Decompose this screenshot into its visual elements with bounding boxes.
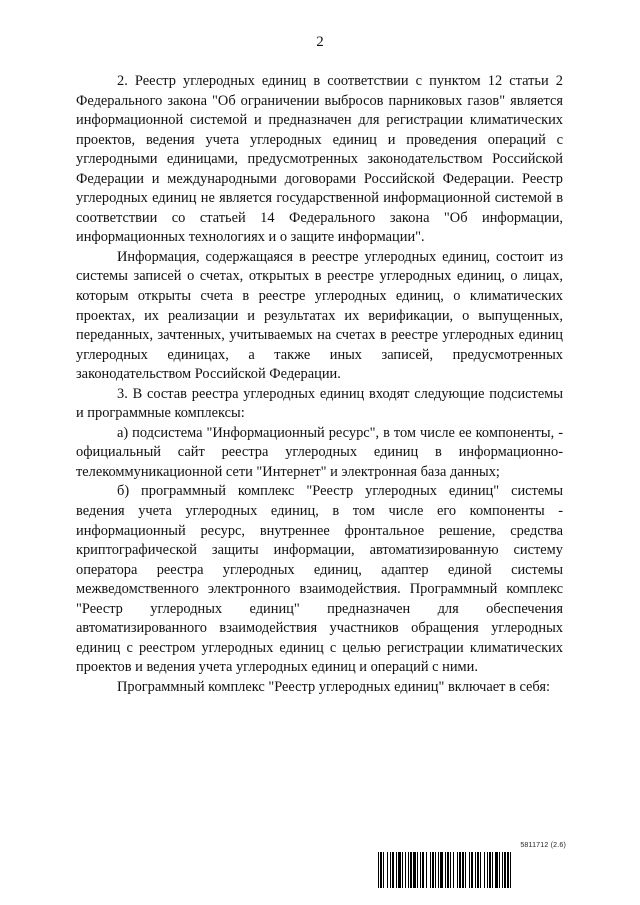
paragraph-item-a: а) подсистема "Информационный ресурс", в том числе ее компоненты, - официальный сайт реестра углеродных единиц в информационно-телекоммуникационной сети "Интернет" и электронная база данных; <box>76 424 563 480</box>
barcode-code: 5811712 (2.6) <box>520 842 566 849</box>
paragraph-registry-composition: 3. В состав реестра углеродных единиц входят следующие подсистемы и программные комплексы: <box>76 385 563 422</box>
paragraph-registry-information: Информация, содержащаяся в реестре углеродных единиц, состоит из системы записей о счетах, открытых в реестре углеродных единиц, о лицах, которым открыты счета в реестре углеродных единиц, о климатических проектах, их реализации и результатах их верификации, о выпущенных, переданных, зачтенных, учитываемых на счетах в реестре углеродных единиц углеродных единицах, а также иных записей, предусмотренных законодательством Российской Федерации. <box>76 248 563 383</box>
document-body <box>76 72 563 698</box>
barcode-block <box>378 842 566 890</box>
paragraph-item-b: б) программный комплекс "Реестр углеродных единиц" системы ведения учета углеродных единиц, в том числе его компоненты - информационный ресурс, внутреннее фронтальное решение, средства криптографической защиты информации, автоматизированную систему оператора реестра углеродных единиц, адаптер единой системы межведомственного электронного взаимодействия. Программный комплекс "Реестр углеродных единиц" предназначен для обеспечения автоматизированного взаимодействия участников обращения углеродных единиц с реестром углеродных единиц с целью регистрации климатических проектов и ведения учета углеродных единиц и операций с ними. <box>76 483 563 676</box>
paragraph-complex-includes: Программный комплекс "Реестр углеродных единиц" включает в себя: <box>117 678 550 695</box>
barcode-image <box>378 852 566 888</box>
paragraph-registry-definition: 2. Реестр углеродных единиц в соответствии с пунктом 12 статьи 2 Федерального закона "Об ограничении выбросов парниковых газов" является информационной системой и предназначен для регистрации климатических проектов, ведения учета углеродных единиц и проведения операций с углеродными единицами, предусмотренных законодательством Российской Федерации и международными договорами Российской Федерации. Реестр углеродных единиц не является государственной информационной системой в соответствии со статьей 14 Федерального закона "Об информации, информационных технологиях и о защите информации". <box>76 73 563 246</box>
page-number: 2 <box>316 34 324 50</box>
